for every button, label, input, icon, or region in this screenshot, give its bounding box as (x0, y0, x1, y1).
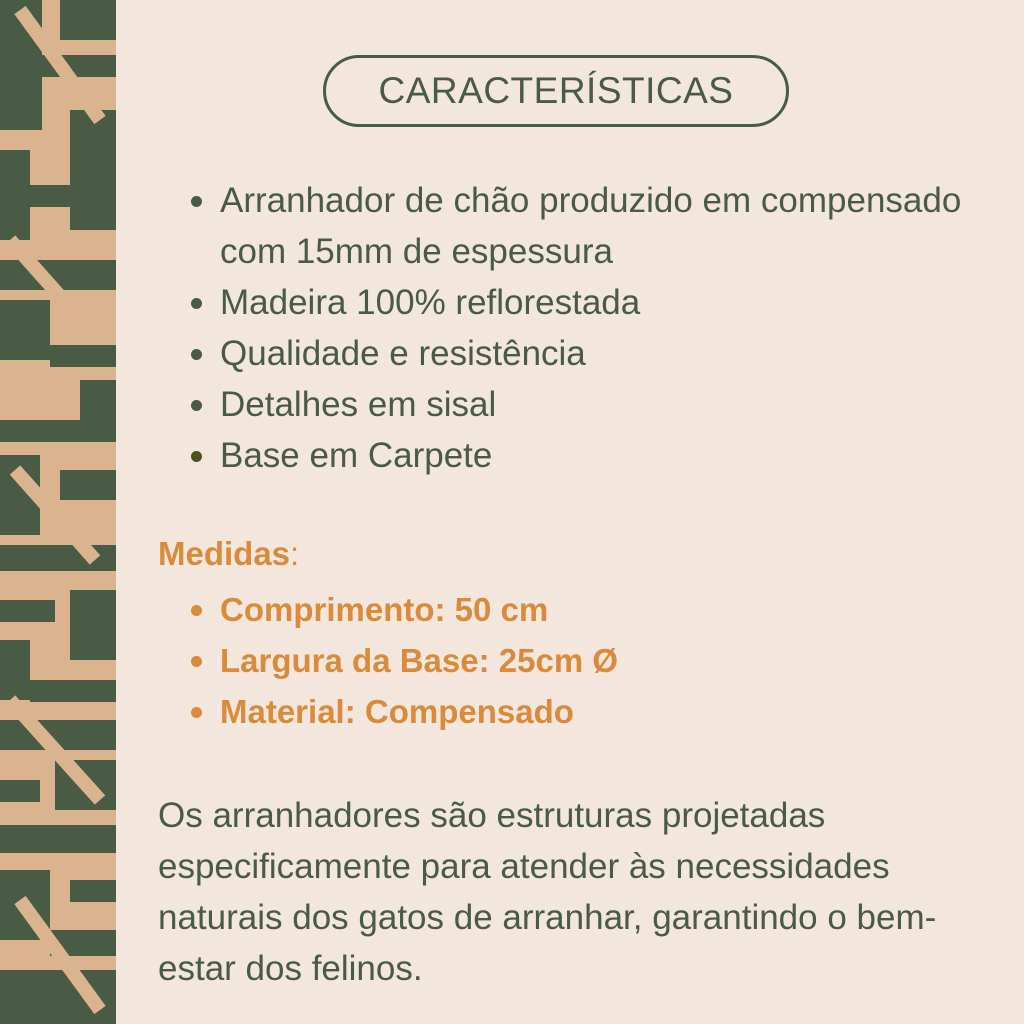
bullet-icon (191, 196, 202, 207)
feature-text: Arranhador de chão produzido em compensado com 15mm de espessura (220, 181, 962, 271)
measures-heading (158, 535, 299, 573)
measure-item (186, 584, 986, 635)
feature-text: Qualidade e resistência (220, 334, 586, 373)
measure-text: Material: Compensado (220, 693, 574, 730)
bullet-icon (191, 656, 202, 667)
section-title-pill (323, 55, 789, 127)
bullet-icon (191, 400, 202, 411)
decorative-side-pattern (0, 0, 116, 1024)
bullet-icon (191, 707, 202, 718)
feature-item (186, 328, 986, 379)
feature-text: Detalhes em sisal (220, 385, 497, 424)
bullet-icon (191, 451, 202, 462)
bullet-icon (191, 605, 202, 616)
feature-text: Madeira 100% reflorestada (220, 283, 641, 322)
feature-item (186, 175, 986, 277)
description-paragraph: Os arranhadores são estruturas projetadas especificamente para atender às necessidades naturais dos gatos de arranhar, garantindo o bem-estar dos felinos. (158, 796, 937, 988)
feature-list (186, 175, 986, 481)
feature-item (186, 379, 986, 430)
section-title: CARACTERÍSTICAS (378, 70, 734, 111)
bullet-icon (191, 298, 202, 309)
geometric-pattern-graphic (0, 0, 116, 1024)
feature-text: Base em Carpete (220, 436, 493, 475)
measures-list (186, 584, 986, 737)
feature-item (186, 430, 986, 481)
measure-text: Largura da Base: 25cm Ø (220, 642, 618, 679)
bullet-icon (191, 349, 202, 360)
measure-item (186, 635, 986, 686)
measures-heading-colon: : (290, 535, 300, 572)
feature-item (186, 277, 986, 328)
measure-item (186, 686, 986, 737)
measures-heading-text: Medidas (158, 535, 291, 572)
measure-text: Comprimento: 50 cm (220, 591, 549, 628)
